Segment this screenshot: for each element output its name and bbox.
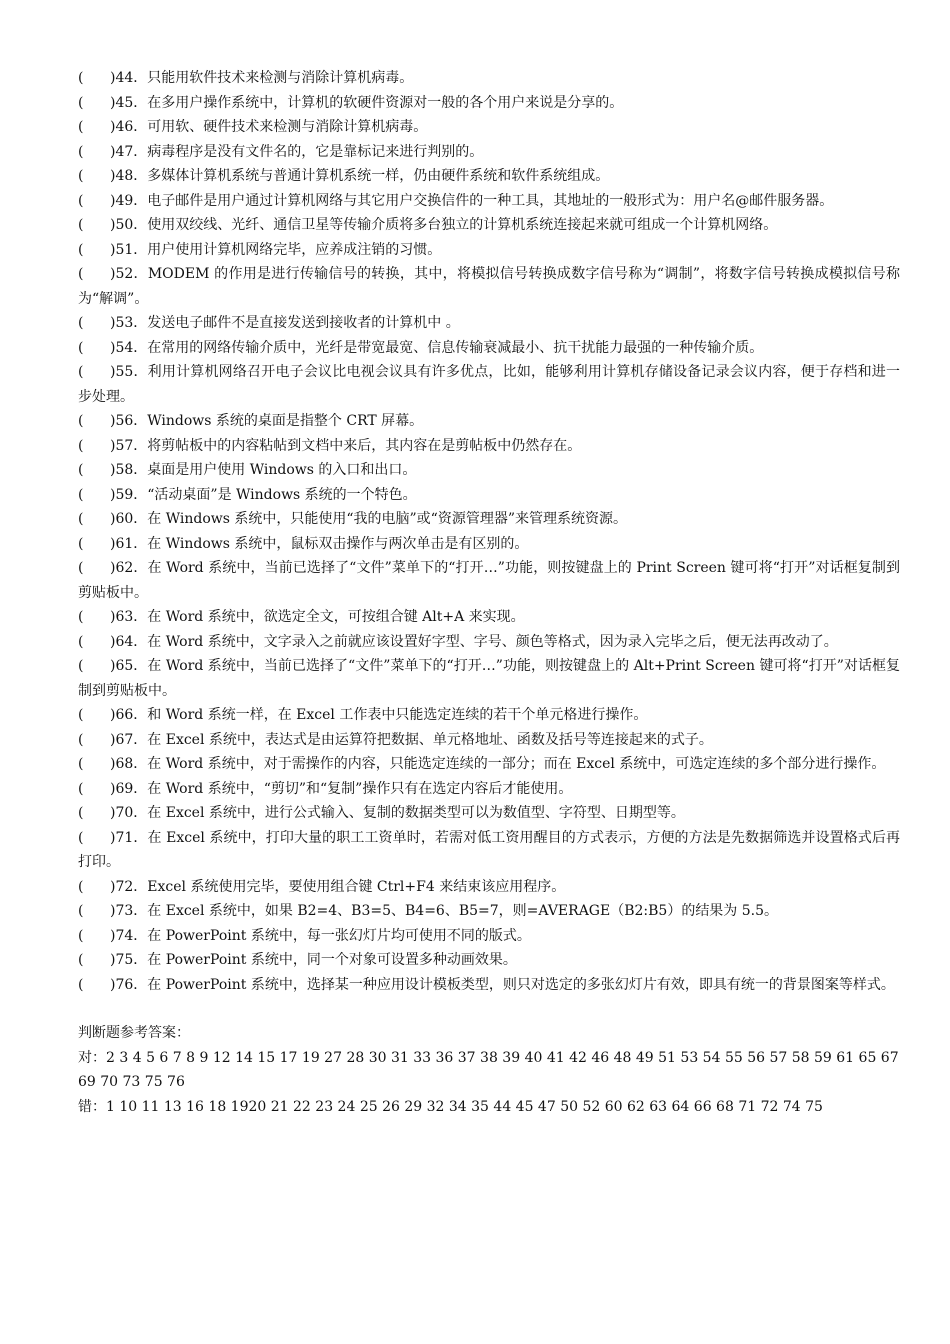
question-text: )48．多媒体计算机系统与普通计算机系统一样，仍由硬件系统和软件系统组成。 <box>110 168 610 184</box>
question-item <box>78 311 900 336</box>
question-item <box>78 605 900 630</box>
question-text: )49．电子邮件是用户通过计算机网络与其它用户交换信件的一种工具，其地址的一般形式为：用户名@邮件服务器。 <box>110 192 834 209</box>
answer-blank: ( <box>78 119 84 135</box>
answer-blank: ( <box>78 94 84 111</box>
question-item <box>78 532 900 557</box>
question-text: )57．将剪帖板中的内容粘帖到文档中来后，其内容在是剪帖板中仍然存在。 <box>110 437 582 454</box>
question-item <box>78 703 900 728</box>
question-text: )67．在 Excel 系统中，表达式是由运算符把数据、单元格地址、函数及括号等连接起来的式子。 <box>110 731 713 748</box>
question-item <box>78 752 900 777</box>
question-text: )75．在 PowerPoint 系统中，同一个对象可设置多种动画效果。 <box>110 952 517 968</box>
answer-correct-list: 对：2 3 4 5 6 7 8 9 12 14 15 17 19 27 28 30 31 33 36 37 38 39 40 41 42 46 48 49 51 53 54 55 56 57 58 59 61 65 67 69 70 73 75 76 <box>78 1049 899 1090</box>
question-item <box>78 826 900 875</box>
question-item <box>78 483 900 508</box>
answer-blank: ( <box>78 486 84 503</box>
question-item <box>78 115 900 140</box>
question-text: )45．在多用户操作系统中，计算机的软硬件资源对一般的各个用户来说是分享的。 <box>110 94 624 111</box>
answer-blank: ( <box>78 658 84 674</box>
answer-blank: ( <box>78 241 84 258</box>
answer-blank: ( <box>78 878 84 895</box>
question-text: )46．可用软、硬件技术来检测与消除计算机病毒。 <box>110 119 428 135</box>
question-item <box>78 409 900 434</box>
question-item <box>78 630 900 655</box>
question-item <box>78 336 900 361</box>
question-item <box>78 238 900 263</box>
question-text: )63．在 Word 系统中，欲选定全文，可按组合键 Alt+A 来实现。 <box>110 609 525 625</box>
document-page <box>78 66 900 1119</box>
question-text: )74．在 PowerPoint 系统中，每一张幻灯片均可使用不同的版式。 <box>110 927 531 944</box>
question-item <box>78 875 900 900</box>
question-text: )70．在 Excel 系统中，进行公式输入、复制的数据类型可以为数值型、字符型、日期型等。 <box>110 805 685 821</box>
answer-blank: ( <box>78 780 84 797</box>
question-text: )47．病毒程序是没有文件名的，它是靠标记来进行判别的。 <box>110 143 484 160</box>
question-text: )51．用户使用计算机网络完毕，应养成注销的习惯。 <box>110 241 442 258</box>
answer-blank: ( <box>78 217 84 233</box>
answer-blank: ( <box>78 364 84 380</box>
question-item <box>78 91 900 116</box>
question-item <box>78 507 900 532</box>
answer-wrong-list: 错：1 10 11 13 16 18 1920 21 22 23 24 25 26 29 32 34 35 44 45 47 50 52 60 62 63 64 66 68 71 72 74 75 <box>78 1098 823 1115</box>
question-item <box>78 924 900 949</box>
question-text: )72．Excel 系统使用完毕，要使用组合键 Ctrl+F4 来结束该应用程序。 <box>110 878 566 895</box>
answer-blank: ( <box>78 192 84 209</box>
answer-blank: ( <box>78 560 84 576</box>
question-item <box>78 801 900 826</box>
question-text: )53．发送电子邮件不是直接发送到接收者的计算机中 。 <box>110 315 460 331</box>
question-text: )64．在 Word 系统中，文字录入之前就应该设置好字型、字号、颜色等格式，因为录入完毕之后，便无法再改动了。 <box>110 633 838 650</box>
answer-blank: ( <box>78 413 84 429</box>
question-item <box>78 213 900 238</box>
answer-blank: ( <box>78 339 84 356</box>
question-item <box>78 458 900 483</box>
question-text: )66．和 Word 系统一样，在 Excel 工作表中只能选定连续的若干个单元格进行操作。 <box>110 707 648 723</box>
question-text: )54．在常用的网络传输介质中，光纤是带宽最宽、信息传输衰减最小、抗干扰能力最强的一种传输介质。 <box>110 339 764 356</box>
question-text: )62．在 Word 系统中，当前已选择了“文件”菜单下的“打开…”功能，则按键盘上的 Print Screen 键可将“打开”对话框复制到剪贴板中。 <box>78 560 900 601</box>
question-text: )60．在 Windows 系统中，只能使用“我的电脑”或“资源管理器”来管理系统资源。 <box>110 511 628 527</box>
answer-blank: ( <box>78 266 84 282</box>
question-item <box>78 899 900 924</box>
answer-blank: ( <box>78 609 84 625</box>
question-text: )71．在 Excel 系统中，打印大量的职工工资单时，若需对低工资用醒目的方式表示，方便的方法是先数据筛选并设置格式后再打印。 <box>78 829 900 870</box>
question-item <box>78 777 900 802</box>
question-text: )65．在 Word 系统中，当前已选择了“文件”菜单下的“打开…”功能，则按键盘上的 Alt+Print Screen 键可将“打开”对话框复制到剪贴板中。 <box>78 658 900 699</box>
question-item <box>78 140 900 165</box>
answer-key <box>78 1021 900 1119</box>
question-item <box>78 434 900 459</box>
answer-blank: ( <box>78 829 84 846</box>
question-text: )50．使用双绞线、光纤、通信卫星等传输介质将多台独立的计算机系统连接起来就可组成一个计算机网络。 <box>110 217 778 233</box>
question-text: )44．只能用软件技术来检测与消除计算机病毒。 <box>110 70 414 86</box>
answer-blank: ( <box>78 511 84 527</box>
question-item <box>78 164 900 189</box>
question-item <box>78 189 900 214</box>
answer-blank: ( <box>78 70 84 86</box>
answer-blank: ( <box>78 168 84 184</box>
question-item <box>78 654 900 703</box>
section-gap <box>78 997 900 1021</box>
question-text: )76．在 PowerPoint 系统中，选择某一种应用设计模板类型，则只对选定的多张幻灯片有效，即具有统一的背景图案等样式。 <box>110 976 895 993</box>
answer-blank: ( <box>78 731 84 748</box>
question-list <box>78 66 900 997</box>
question-item <box>78 973 900 998</box>
answer-blank: ( <box>78 633 84 650</box>
question-text: )52．MODEM 的作用是进行传输信号的转换，其中，将模拟信号转换成数字信号称为“调制”，将数字信号转换成模拟信号称为“解调”。 <box>78 266 900 307</box>
answer-blank: ( <box>78 707 84 723</box>
answer-blank: ( <box>78 903 84 919</box>
question-text: )68．在 Word 系统中，对于需操作的内容，只能选定连续的一部分；而在 Excel 系统中，可选定连续的多个部分进行操作。 <box>110 756 886 772</box>
answer-blank: ( <box>78 535 84 552</box>
question-text: )61．在 Windows 系统中，鼠标双击操作与两次单击是有区别的。 <box>110 535 529 552</box>
question-item <box>78 360 900 409</box>
question-text: )55．利用计算机网络召开电子会议比电视会议具有许多优点，比如，能够利用计算机存储设备记录会议内容，便于存档和进一步处理。 <box>78 364 900 405</box>
question-item <box>78 556 900 605</box>
question-item <box>78 948 900 973</box>
answer-blank: ( <box>78 756 84 772</box>
answer-blank: ( <box>78 976 84 993</box>
answer-blank: ( <box>78 143 84 160</box>
question-text: )73．在 Excel 系统中，如果 B2=4、B3=5、B4=6、B5=7，则=AVERAGE（B2:B5）的结果为 5.5。 <box>110 903 779 919</box>
question-item <box>78 728 900 753</box>
answer-blank: ( <box>78 805 84 821</box>
answer-blank: ( <box>78 437 84 454</box>
question-text: )69．在 Word 系统中，“剪切”和“复制”操作只有在选定内容后才能使用。 <box>110 780 573 797</box>
answer-blank: ( <box>78 927 84 944</box>
answer-blank: ( <box>78 952 84 968</box>
question-text: )56．Windows 系统的桌面是指整个 CRT 屏幕。 <box>110 413 424 429</box>
answer-blank: ( <box>78 315 84 331</box>
question-text: )59．“活动桌面”是 Windows 系统的一个特色。 <box>110 486 417 503</box>
question-item <box>78 262 900 311</box>
answer-blank: ( <box>78 462 84 478</box>
answer-heading: 判断题参考答案： <box>78 1025 190 1041</box>
question-text: )58．桌面是用户使用 Windows 的入口和出口。 <box>110 462 417 478</box>
question-item <box>78 66 900 91</box>
